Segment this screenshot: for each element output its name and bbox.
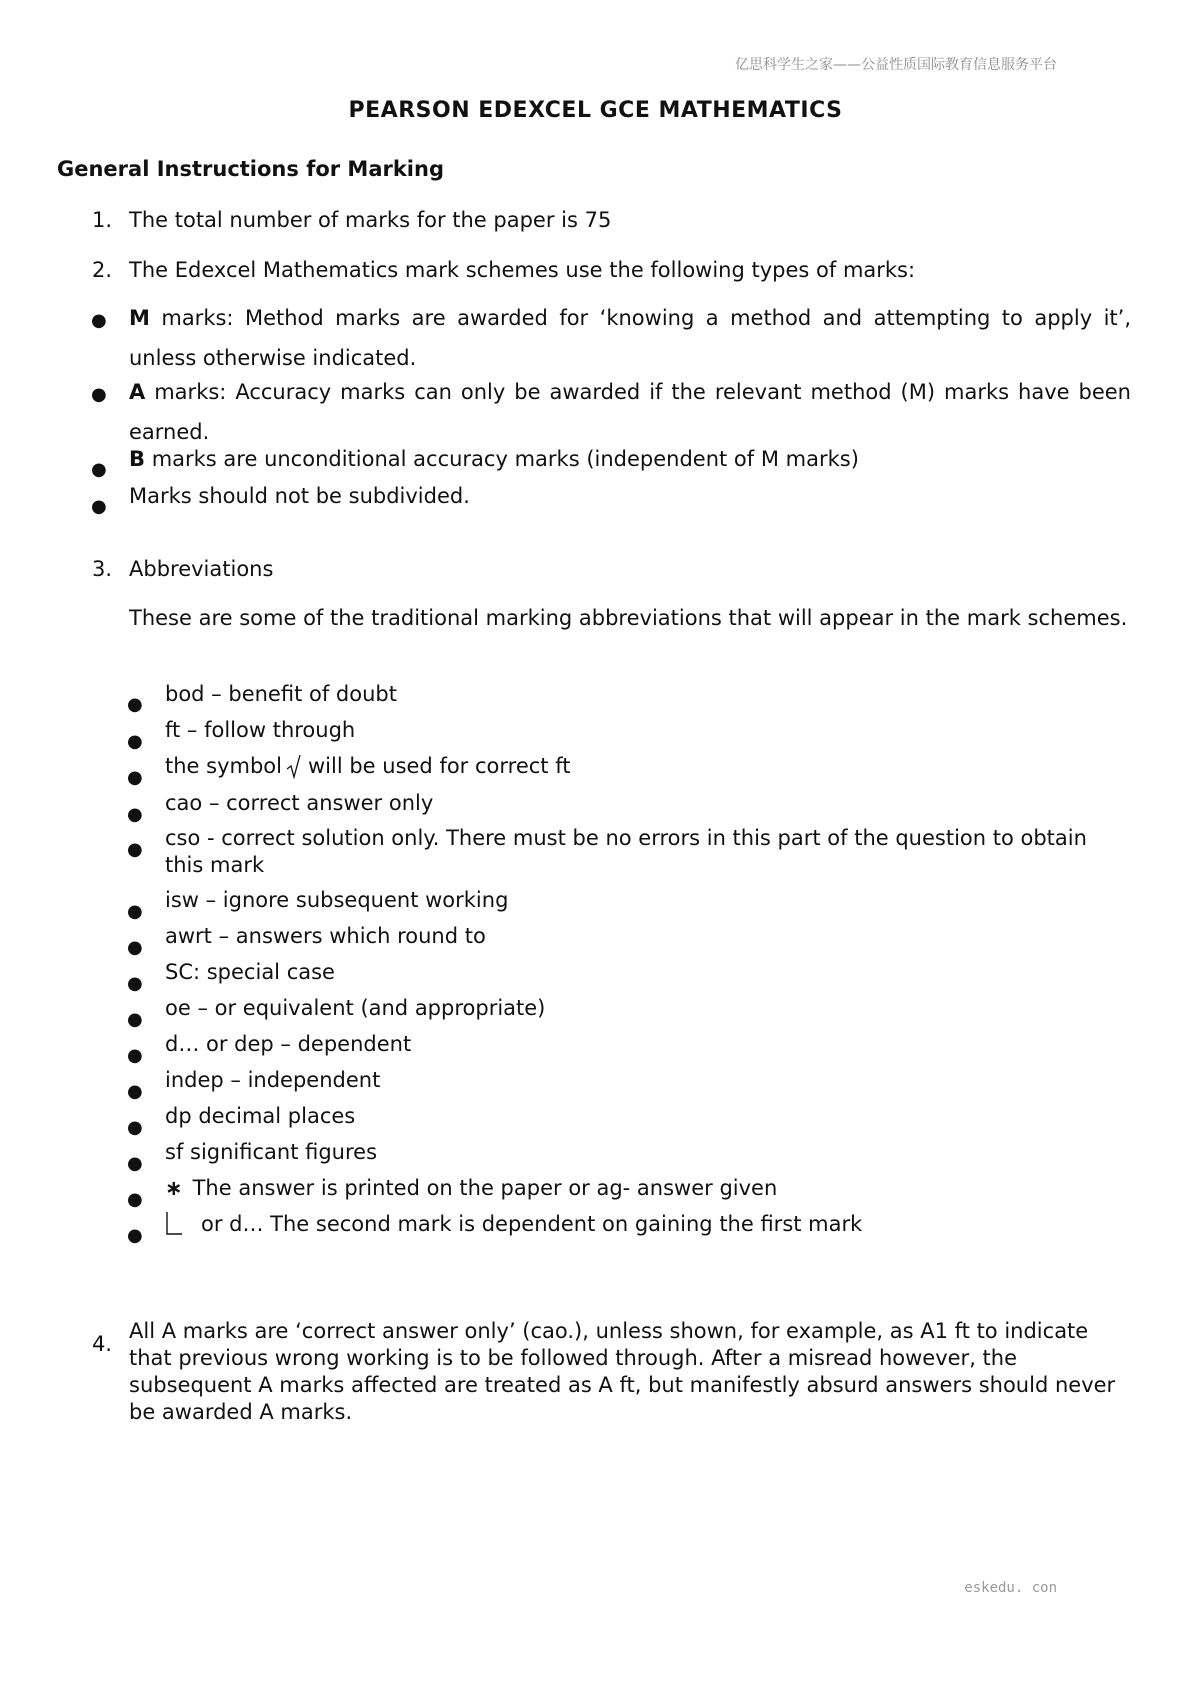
section-heading: General Instructions for Marking [57,157,444,181]
watermark-top: 亿思科学生之家——公益性质国际教育信息服务平台 [735,57,1057,73]
abbreviation-text: will be used for correct ft [307,754,571,778]
bullet-icon: ● [127,839,143,860]
bullet-icon: ● [127,1225,143,1246]
mark-letter: A [129,380,146,404]
bullet-icon: ● [127,731,143,752]
mark-description: marks: Method marks are awarded for ‘knowing a method and attempting to apply it’, unless otherwise indicated. [129,306,1131,370]
item-2-text: The Edexcel Mathematics mark schemes use the following types of marks: [129,258,916,282]
bullet-icon: ● [127,1081,143,1102]
abbreviation-item: oe – or equivalent (and appropriate) [165,996,546,1020]
bullet-icon: ● [127,804,143,825]
abbreviations-intro: These are some of the traditional marking abbreviations that will appear in the mark schemes. [129,606,1128,630]
abbreviation-item-symbol [165,753,1125,780]
abbreviation-item: d… or dep – dependent [165,1032,412,1056]
bullet-icon: ● [127,767,143,788]
item-4-text: All A marks are ‘correct answer only’ (cao.), unless shown, for example, as A1 ft to indicate that previous wrong working is to be followed through. After a misread however, the subsequent A marks affected are treated as A ft, but manifestly absurd answers should never be awarded A marks. [129,1319,1116,1424]
abbreviation-item: indep – independent [165,1068,381,1092]
abbreviation-item: sf significant figures [165,1140,378,1164]
mark-type-a [129,372,1131,452]
bullet-icon: ● [91,496,107,517]
abbreviation-text: the symbol [165,754,282,778]
abbreviation-item: ft – follow through [165,718,356,742]
abbreviation-item: cso - correct solution only. There must be no errors in this part of the question to obtain this mark [165,826,1087,877]
item-2-number: 2. [92,258,113,282]
mark-letter: M [129,306,150,330]
bullet-icon: ● [127,1009,143,1030]
abbreviation-item: isw – ignore subsequent working [165,888,509,912]
bullet-icon: ● [127,973,143,994]
abbreviation-item: bod – benefit of doubt [165,682,397,706]
abbreviation-item: SC: special case [165,960,335,984]
bullet-icon: ● [91,384,107,405]
bullet-icon: ● [127,1045,143,1066]
abbreviation-item-star [165,1175,1125,1202]
bullet-icon: ● [127,694,143,715]
bullet-icon: ● [127,1189,143,1210]
bullet-icon: ● [91,459,107,480]
abbreviation-text: The answer is printed on the paper or ag- answer given [192,1176,778,1200]
page-title: PEARSON EDEXCEL GCE MATHEMATICS [348,98,843,123]
asterisk-icon: ∗ [165,1176,183,1200]
abbreviation-item: awrt – answers which round to [165,924,486,948]
mark-type-b [129,447,859,471]
item-3-heading: Abbreviations [129,557,274,581]
bullet-icon: ● [127,1117,143,1138]
bullet-icon: ● [127,937,143,958]
mark-type-m [129,298,1131,378]
bullet-icon: ● [91,310,107,331]
bullet-icon: ● [127,901,143,922]
item-1-text: The total number of marks for the paper is 75 [129,208,612,232]
dependency-bracket-icon [165,1211,183,1235]
tick-root-icon [286,753,302,779]
watermark-bottom: eskedu. con [964,1580,1057,1596]
item-4-number: 4. [92,1332,113,1356]
mark-letter: B [129,447,146,471]
mark-description: marks are unconditional accuracy marks (independent of M marks) [145,447,859,471]
item-1-number: 1. [92,208,113,232]
mark-type-note: Marks should not be subdivided. [129,484,470,508]
bullet-icon: ● [127,1153,143,1174]
item-3-number: 3. [92,557,113,581]
abbreviation-item-bracket [165,1211,1125,1238]
abbreviation-item: cao – correct answer only [165,791,434,815]
abbreviation-text: or d… The second mark is dependent on gaining the first mark [201,1212,863,1236]
abbreviation-item: dp decimal places [165,1104,356,1128]
mark-description: marks: Accuracy marks can only be awarded if the relevant method (M) marks have been earned. [129,380,1131,444]
